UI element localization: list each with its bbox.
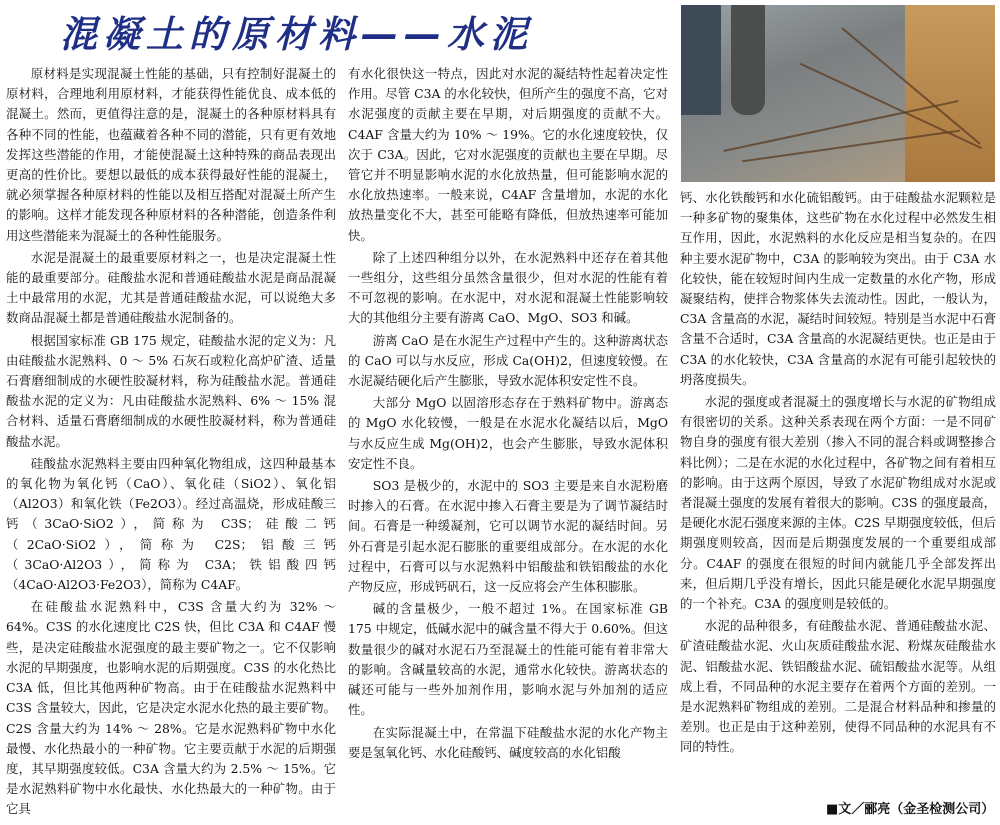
- article-title: 混凝土的原材料——水泥: [60, 13, 533, 56]
- paragraph: 原材料是实现混凝土性能的基础，只有控制好混凝土的原材料，合理地利用原材料，才能获得性能优良、成本低的混凝土。然而，更值得注意的是，混凝土的各种原材料具有各种不同的性能，也蕴藏着各种不同的潜能，只有更有效地发挥这些潜能的作用，才能使混凝土这种特殊的商品表现出更高的性价比。要想以最低的成本获得最好性能的混凝土，就必须掌握各种原材料的性能以及相互搭配对混凝土所产生的影响。这样才能发现各种原材料的各种潜能，创造条件利用这些潜能来为混凝土的各种性能服务。: [6, 66, 336, 243]
- paragraph: 游离 CaO 是在水泥生产过程中产生的。这种游离状态的 CaO 可以与水反应，形成 Ca(OH)2，但速度较慢。在水泥凝结硬化后产生膨胀，导致水泥体积安定性不良。: [348, 332, 668, 389]
- author-byline: ■文／郦亮（金圣检测公司）: [826, 802, 995, 817]
- paragraph: 水泥的品种很多，有硅酸盐水泥、普通硅酸盐水泥、矿渣硅酸盐水泥、火山灰质硅酸盐水泥、粉煤灰硅酸盐水泥、铝酸盐水泥、铁铝酸盐水泥、硫铝酸盐水泥等。从组成上看，不同品种的水泥主要存在着两个方面的差别。一是水泥熟料矿物组成的差别。二是混合材料品种和掺量的差别。也正是由于这种差别，使得不同品种的水泥具有不同的特性。: [680, 618, 996, 755]
- text-column-3: [680, 188, 996, 760]
- paragraph: 大部分 MgO 以固溶形态存在于熟料矿物中。游离态的 MgO 水化较慢，一般是在水泥水化凝结以后，MgO 与水反应生成 Mg(OH)2，也会产生膨胀，导致水泥体积安定性不良。: [348, 395, 668, 471]
- text-column-2: [348, 64, 668, 765]
- paragraph: 碱的含量极少，一般不超过 1%。在国家标准 GB 175 中规定，低碱水泥中的碱含量不得大于 0.60%。但这数量很少的碱对水泥石乃至混凝土的性能可能有着非常大的影响。含碱量较高的水泥，通常水化较快。游离状态的碱还可能与一些外加剂作用，影响水泥与外加剂的适应性。: [348, 601, 668, 718]
- worker-figure: [681, 5, 721, 115]
- paragraph: 钙、水化铁酸钙和水化硫铝酸钙。由于硅酸盐水泥颗粒是一种多矿物的聚集体，这些矿物在水化过程中必然发生相互作用，因此，水泥熟料的水化反应是相当复杂的。在四种主要水泥矿物中，C3A 的影响较为突出。由于 C3A 水化较快，能在较短时间内生成一定数量的水化产物，形成凝聚结构，使拌合物浆体失去流动性。因此，一般认为，C3A 含量高的水泥，凝结时间较短。特别是当水泥中石膏含量不合适时，C3A 含量高的水泥凝结更快。也正是由于 C3A 的水化较快，C3A 含量高的水泥有可能引起较快的坍落度损失。: [680, 190, 996, 387]
- paragraph: 除了上述四种组分以外，在水泥熟料中还存在着其他一些组分，这些组分虽然含量很少，但对水泥的性能有着不可忽视的影响。在水泥中，对水泥和混凝土性能影响较大的其他组分主要有游离 CaO、MgO、SO3 和碱。: [348, 249, 668, 326]
- paragraph: 硅酸盐水泥熟料主要由四种氧化物组成，这四种最基本的氧化物为氧化钙（CaO）、氧化硅（SiO2）、氧化铝（Al2O3）和氧化铁（Fe2O3）。经过高温烧，形成硅酸三钙（3CaO·SiO2），简称为 C3S；硅酸二钙（2CaO·SiO2），简称为 C2S；铝酸三钙（3CaO·Al2O3），简称为 C3A；铁铝酸四钙（4CaO·Al2O3·Fe2O3），简称为 C4AF。: [6, 455, 336, 593]
- construction-photo: [681, 5, 995, 182]
- paragraph: 在硅酸盐水泥熟料中，C3S 含量大约为 32% ～ 64%。C3S 的水化速度比 C2S 快，但比 C3A 和 C4AF 慢些，是决定硅酸盐水泥强度的最主要矿物之一。它不仅影响水泥的早期强度，也影响水泥的后期强度。C3S 的水化热比 C3A 低，但比其他两种矿物高。由于在硅酸盐水泥熟料中 C3S 含量较大，因此，它是决定水泥水化热的最主要矿物。C2S 含量大约为 14% ～ 28%。它是水泥熟料矿物中水化最慢、水化热最小的一种矿物。它主要贡献于水泥的后期强度，其早期强度较低。C3A 含量大约为 2.5% ～ 15%。它是水泥熟料矿物中水化最快、水化热最大的一种矿物。由于它具: [6, 599, 336, 817]
- paragraph: 水泥是混凝土的最重要原材料之一，也是决定混凝土性能的最重要部分。硅酸盐水泥和普通硅酸盐水泥是商品混凝土中最常用的水泥，尤其是普通硅酸盐水泥，可以说绝大多数商品混凝土都是普通硅酸盐水泥制备的。: [6, 249, 336, 326]
- paragraph: 有水化很快这一特点，因此对水泥的凝结特性起着决定性作用。尽管 C3A 的水化较快，但所产生的强度不高，它对水泥强度的贡献主要在早期，对后期强度的贡献不大。C4AF 含量大约为 10% ～ 19%。它的水化速度较快，仅次于 C3A。因此，它对水泥强度的贡献也主要在早期。尽管它并不明显影响水泥的水化放热量，但可能影响水泥的水化放热速率。一般来说，C4AF 含量增加，水泥的水化放热量变化不大，甚至可能略有降低，但放热速率可能加快。: [348, 66, 668, 243]
- paragraph: SO3 是极少的，水泥中的 SO3 主要是来自水泥粉磨时掺入的石膏。在水泥中掺入石膏主要是为了调节凝结时间。石膏是一种缓凝剂，它可以调节水泥的凝结时间。另外石膏是引起水泥石膨胀的重要组成部分。在水泥的水化过程中，石膏可以与水泥熟料中铝酸盐和铁铝酸盐的水化产物反应，形成钙矾石，这一反应将会产生体积膨胀。: [348, 478, 668, 595]
- paragraph: 在实际混凝土中，在常温下硅酸盐水泥的水化产物主要是氢氧化钙、水化硅酸钙、碱度较高的水化铝酸: [348, 724, 668, 760]
- pump-hose: [731, 5, 765, 115]
- text-column-1: [6, 64, 336, 822]
- paragraph: 根据国家标准 GB 175 规定，硅酸盐水泥的定义为：凡由硅酸盐水泥熟料、0 ～ 5% 石灰石或粒化高炉矿渣、适量石膏磨细制成的水硬性胶凝材料，称为硅酸盐水泥。普通硅酸盐水泥的定义为：凡由硅酸盐水泥熟料、6% ～ 15% 混合材料、适量石膏磨细制成的水硬性胶凝材料，称为普通硅酸盐水泥。: [6, 332, 336, 449]
- paragraph: 水泥的强度或者混凝土的强度增长与水泥的矿物组成有很密切的关系。这种关系表现在两个方面：一是不同矿物自身的强度有很大差别（掺入不同的混合料或调整掺合料比例）；二是在水泥的水化过程中，各矿物之间有着相互的影响。由于这两个原因，导致了水泥矿物组成对水泥或者混凝土强度的发展有着很大的影响。C3S 的强度最高，是硬化水泥石强度来源的主体。C2S 早期强度较低，但后期强度则较高，因而是后期强度发展的一个重要组成部分。C4AF 的强度在很短的时间内就能几乎全部发挥出来，但后期几乎没有增长，因此只能是硬化水泥早期强度的一个补充。C3A 的强度则是较低的。: [680, 394, 996, 612]
